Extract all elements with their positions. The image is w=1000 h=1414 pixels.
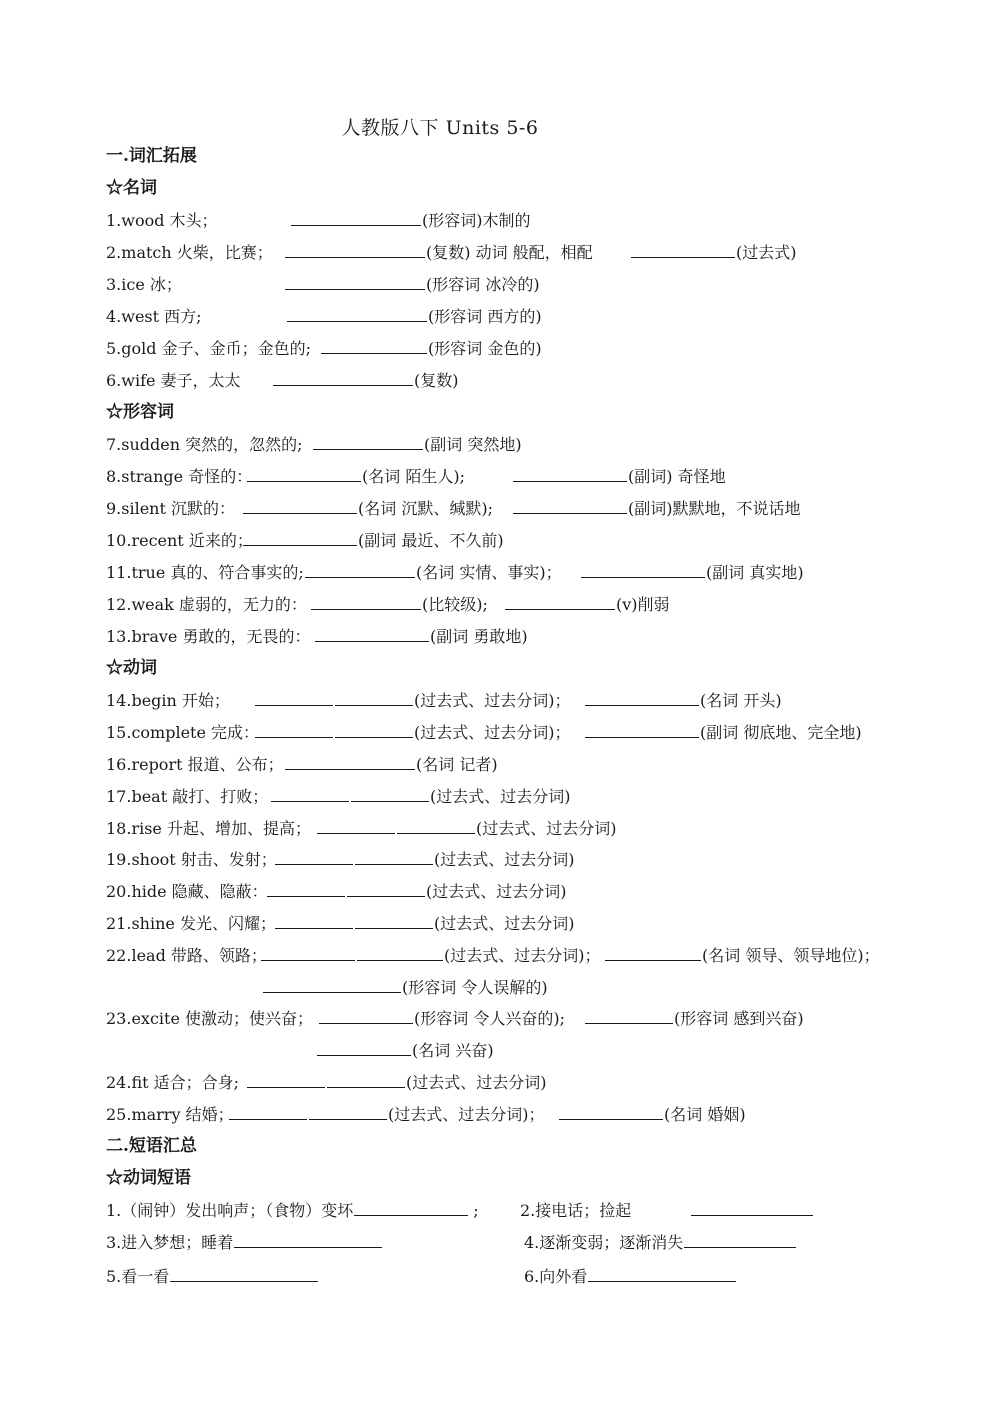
vocab-item-1	[106, 208, 531, 232]
section-heading-phrases: 二.短语汇总	[106, 1136, 197, 1156]
item-prompt: 22.lead 带路、领路；	[106, 946, 267, 965]
vocab-item-2	[106, 240, 797, 264]
answer-blank[interactable]	[684, 1230, 796, 1248]
phrase-prompt: 1.（闹钟）发出响声；（食物）变坏	[106, 1201, 354, 1220]
item-prompt: 7.sudden 突然的，忽然的;	[106, 435, 303, 454]
item-hint: (名词 记者)	[416, 755, 498, 774]
item-prompt: 6.wife 妻子，太太	[106, 371, 241, 390]
answer-blank[interactable]	[505, 592, 615, 610]
item-hint: (名词 实情、事实)；	[416, 563, 562, 582]
vocab-item-23-continued	[316, 1038, 494, 1062]
answer-blank[interactable]	[317, 1038, 411, 1056]
vocab-item-18	[106, 816, 617, 840]
answer-blank[interactable]	[234, 1230, 382, 1248]
item-prompt: 14.begin 开始；	[106, 691, 230, 710]
answer-blank[interactable]	[313, 432, 423, 450]
page-title	[0, 113, 1000, 140]
item-prompt: 24.fit 适合；合身;	[106, 1073, 240, 1092]
item-hint: (副词 突然地)	[424, 435, 522, 454]
answer-blank[interactable]	[287, 304, 427, 322]
item-prompt: 21.shine 发光、闪耀；	[106, 914, 276, 933]
item-hint: (过去式、过去分词)；	[444, 946, 601, 965]
item-hint: (副词 真实地)	[706, 563, 804, 582]
section-heading-vocabulary: 一.词汇拓展	[106, 146, 197, 166]
answer-blank[interactable]	[247, 464, 361, 482]
vocab-item-11	[106, 560, 804, 584]
answer-blank[interactable]	[263, 975, 401, 993]
item-prompt: 8.strange 奇怪的：	[106, 467, 253, 486]
answer-blank[interactable]	[255, 720, 333, 738]
answer-blank[interactable]	[327, 1070, 405, 1088]
item-prompt: 11.true 真的、符合事实的;	[106, 563, 304, 582]
phrase-item-4	[524, 1230, 797, 1254]
answer-blank[interactable]	[229, 1102, 307, 1120]
item-prompt: 15.complete 完成：	[106, 723, 260, 742]
vocab-item-10	[106, 528, 504, 552]
answer-blank[interactable]	[581, 560, 705, 578]
item-hint: (副词) 奇怪地	[628, 467, 726, 486]
item-hint: (名词 陌生人);	[362, 467, 465, 486]
vocab-item-21	[106, 911, 575, 935]
answer-blank[interactable]	[275, 911, 353, 929]
answer-blank[interactable]	[273, 368, 413, 386]
vocab-item-9	[106, 496, 801, 520]
vocab-item-16	[106, 752, 498, 776]
item-hint: (过去式、过去分词)	[434, 850, 575, 869]
answer-blank[interactable]	[397, 816, 475, 834]
vocab-item-24	[106, 1070, 547, 1094]
vocab-item-19	[106, 847, 575, 871]
item-prompt: 3.ice 冰；	[106, 275, 182, 294]
item-prompt: 23.excite 使激动；使兴奋；	[106, 1009, 314, 1028]
answer-blank[interactable]	[319, 1006, 413, 1024]
page-title-text: 人教版八下 Units 5-6	[341, 117, 539, 139]
item-hint: (形容词 感到兴奋)	[674, 1009, 804, 1028]
subheading-nouns: ☆名词	[106, 178, 157, 198]
answer-blank[interactable]	[585, 1006, 673, 1024]
answer-blank[interactable]	[335, 720, 413, 738]
answer-blank[interactable]	[315, 624, 429, 642]
answer-blank[interactable]	[170, 1264, 318, 1282]
item-hint: (过去式、过去分词)；	[414, 723, 571, 742]
answer-blank[interactable]	[357, 943, 443, 961]
item-prompt: 16.report 报道、公布；	[106, 755, 284, 774]
item-hint: (副词 勇敢地)	[430, 627, 528, 646]
answer-blank[interactable]	[247, 1070, 325, 1088]
answer-blank[interactable]	[355, 847, 433, 865]
phrase-item-6	[524, 1264, 737, 1288]
vocab-item-6	[106, 368, 459, 392]
answer-blank[interactable]	[285, 752, 415, 770]
item-hint: (过去式、过去分词)	[406, 1073, 547, 1092]
answer-blank[interactable]	[513, 464, 627, 482]
answer-blank[interactable]	[335, 688, 413, 706]
phrase-prompt: 3.进入梦想；睡着	[106, 1233, 234, 1252]
phrase-item-1	[106, 1198, 479, 1222]
item-prompt: 20.hide 隐藏、隐蔽：	[106, 882, 268, 901]
item-prompt: 18.rise 升起、增加、提高；	[106, 819, 311, 838]
answer-blank[interactable]	[243, 496, 357, 514]
answer-blank[interactable]	[317, 816, 395, 834]
answer-blank[interactable]	[605, 943, 701, 961]
vocab-item-8	[106, 464, 726, 488]
answer-blank[interactable]	[321, 336, 427, 354]
item-hint: (形容词 金色的)	[428, 339, 542, 358]
answer-blank[interactable]	[311, 592, 421, 610]
item-hint: (形容词 令人兴奋的);	[414, 1009, 565, 1028]
answer-blank[interactable]	[255, 688, 333, 706]
item-hint: (过去式、过去分词)	[434, 914, 575, 933]
answer-blank[interactable]	[261, 943, 355, 961]
item-prompt: 1.wood 木头；	[106, 211, 218, 230]
vocab-item-22	[106, 943, 880, 967]
answer-blank[interactable]	[305, 560, 415, 578]
phrase-prompt: 2.接电话；捡起	[520, 1201, 632, 1220]
item-hint: (名词 兴奋)	[412, 1041, 494, 1060]
vocab-item-7	[106, 432, 522, 456]
item-prompt: 19.shoot 射击、发射；	[106, 850, 277, 869]
vocab-item-23	[106, 1006, 804, 1030]
item-hint: (过去式、过去分词)	[426, 882, 567, 901]
item-hint: (形容词 西方的)	[428, 307, 542, 326]
item-hint: (名词 沉默、缄默);	[358, 499, 493, 518]
vocab-item-15	[106, 720, 862, 744]
vocab-item-20	[106, 879, 567, 903]
phrase-item-5	[106, 1264, 319, 1288]
item-hint: (v)削弱	[616, 595, 670, 614]
phrase-prompt: 6.向外看	[524, 1267, 588, 1286]
item-hint: (过去式、过去分词)	[476, 819, 617, 838]
vocab-item-22-continued	[262, 975, 548, 999]
answer-blank[interactable]	[291, 208, 421, 226]
item-prompt: 9.silent 沉默的：	[106, 499, 236, 518]
answer-blank[interactable]	[585, 688, 699, 706]
answer-blank[interactable]	[354, 1198, 468, 1216]
phrase-prompt: 4.逐渐变弱；逐渐消失	[524, 1233, 684, 1252]
vocab-item-25	[106, 1102, 746, 1126]
item-prompt: 10.recent 近来的；	[106, 531, 253, 550]
item-prompt: 2.match 火柴，比赛；	[106, 243, 273, 262]
vocab-item-13	[106, 624, 528, 648]
answer-blank[interactable]	[347, 879, 425, 897]
answer-blank[interactable]	[275, 847, 353, 865]
answer-blank[interactable]	[267, 879, 345, 897]
answer-blank[interactable]	[588, 1264, 736, 1282]
answer-blank[interactable]	[351, 784, 429, 802]
item-hint: (过去式、过去分词)；	[388, 1105, 545, 1124]
vocab-item-14	[106, 688, 782, 712]
phrase-item-3	[106, 1230, 383, 1254]
subheading-verbs: ☆动词	[106, 658, 157, 678]
item-hint: (复数)	[414, 371, 459, 390]
item-hint: (副词 彻底地、完全地)	[700, 723, 862, 742]
item-hint: (过去式)	[736, 243, 797, 262]
item-prompt: 13.brave 勇敢的，无畏的：	[106, 627, 311, 646]
item-hint: (副词)默默地，不说话地	[628, 499, 801, 518]
subheading-adjectives: ☆形容词	[106, 402, 174, 422]
phrase-prompt: 5.看一看	[106, 1267, 170, 1286]
item-hint: (形容词 令人误解的)	[402, 978, 548, 997]
item-prompt: 4.west 西方;	[106, 307, 202, 326]
item-hint: (副词 最近、不久前)	[358, 531, 504, 550]
item-prompt: 12.weak 虚弱的，无力的：	[106, 595, 307, 614]
vocab-item-17	[106, 784, 571, 808]
phrase-item-2	[520, 1198, 814, 1222]
vocab-item-3	[106, 272, 540, 296]
item-prompt: 5.gold 金子、金币；金色的;	[106, 339, 311, 358]
item-hint: (比较级);	[422, 595, 488, 614]
subheading-verb-phrases: ☆动词短语	[106, 1168, 191, 1188]
item-hint: (过去式、过去分词)	[430, 787, 571, 806]
answer-blank[interactable]	[285, 240, 425, 258]
answer-blank[interactable]	[285, 272, 425, 290]
answer-blank[interactable]	[513, 496, 627, 514]
answer-blank[interactable]	[309, 1102, 387, 1120]
item-hint: (名词 开头)	[700, 691, 782, 710]
item-hint: (复数) 动词 般配，相配	[426, 243, 593, 262]
item-prompt: 17.beat 敲打、打败；	[106, 787, 269, 806]
vocab-item-5	[106, 336, 542, 360]
answer-blank[interactable]	[559, 1102, 663, 1120]
answer-blank[interactable]	[355, 911, 433, 929]
answer-blank[interactable]	[631, 240, 735, 258]
item-prompt: 25.marry 结婚；	[106, 1105, 234, 1124]
answer-blank[interactable]	[271, 784, 349, 802]
item-hint: (名词 婚姻)	[664, 1105, 746, 1124]
item-hint: (形容词)木制的	[422, 211, 531, 230]
phrase-separator: ;	[473, 1201, 479, 1220]
item-hint: (形容词 冰冷的)	[426, 275, 540, 294]
answer-blank[interactable]	[585, 720, 699, 738]
answer-blank[interactable]	[243, 528, 357, 546]
item-hint: (名词 领导、领导地位)；	[702, 946, 880, 965]
vocab-item-4	[106, 304, 542, 328]
answer-blank[interactable]	[691, 1198, 813, 1216]
vocab-item-12	[106, 592, 670, 616]
item-hint: (过去式、过去分词)；	[414, 691, 571, 710]
